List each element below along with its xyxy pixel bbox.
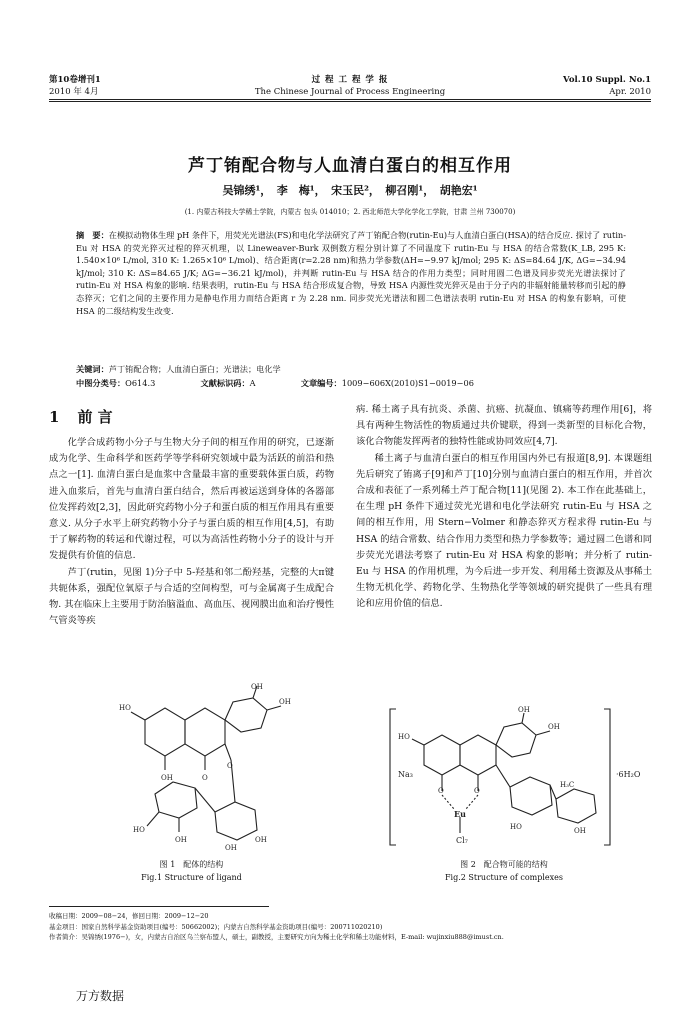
svg-text:O: O [227, 762, 233, 770]
section-number: 1 [49, 408, 60, 426]
classification [76, 377, 626, 389]
svg-text:O: O [202, 774, 208, 782]
header-date-cn: 2010 年 4月 [49, 87, 99, 97]
keywords-text: 芦丁铕配合物；人血清白蛋白；光谱法；电化学 [108, 364, 281, 374]
keywords-label: 关键词： [76, 364, 109, 374]
figure-2-caption-cn: 图 2 配合物可能的结构 [460, 860, 548, 869]
footnote-rule [49, 906, 269, 907]
abstract [76, 229, 626, 317]
watermark: 万方数据 [76, 989, 125, 1003]
fig2-oh-label: OH [518, 706, 530, 714]
header-rule-thin [49, 101, 651, 102]
header-journal-cn: 过 程 工 程 学 报 [311, 75, 389, 85]
header-journal-en: The Chinese Journal of Process Engineering [254, 87, 446, 97]
clc-label: 中图分类号： [76, 378, 126, 388]
figure-2-complex-structure [360, 705, 655, 853]
footnote-funding: 基金项目：国家自然科学基金资助项目(编号：50662002)；内蒙古自然科学基金资助项目(编号：200711020210) [49, 922, 383, 931]
footnote-author: 作者简介：吴锦绣(1976−)，女，内蒙古自治区乌兰察布盟人，硕士，副教授，主要研究方向为稀土化学和稀土功能材料，E-mail: wujinxiu888@imust.cn. [49, 933, 504, 941]
section-heading [49, 406, 113, 427]
fig2-h2o-label: ·6H₂O [616, 770, 641, 779]
section-title: 前 言 [77, 408, 113, 426]
svg-text:HO: HO [119, 704, 131, 712]
header-date-en: Apr. 2010 [609, 87, 651, 97]
fig2-oh-label-2: OH [548, 723, 560, 731]
fig2-oh-label-3: OH [574, 827, 586, 835]
fig2-eu-label: Eu [454, 809, 466, 819]
figure-1-ligand-structure [85, 683, 325, 852]
figure-2-caption [356, 858, 652, 884]
fig2-na-label: Na₃ [398, 770, 413, 779]
paper-title: 芦丁铕配合物与人血清白蛋白的相互作用 [188, 156, 512, 176]
figure-2-caption-en: Fig.2 Structure of complexes [445, 873, 563, 882]
svg-text:OH: OH [175, 836, 187, 844]
intro-paragraph-2: 芦丁(rutin，见图 1)分子中 5-羟基和邻二酚羟基，完整的大π键共轭体系，强配位氧原子与合适的空间构型，可与金属离子生成配合物. 其在临床上主要用于防治脑溢血、高血压、视网膜出血和治疗慢性气管炎等疾 [49, 566, 334, 627]
affiliation: (1. 内蒙古科技大学稀土学院，内蒙古 包头 014010；2. 西北师范大学化学化工学院，甘肃 兰州 730070) [184, 208, 516, 216]
right-column [356, 402, 652, 613]
svg-text:OH: OH [255, 836, 267, 844]
clc-value: O614.3 [125, 378, 156, 388]
article-no-label: 文章编号： [300, 378, 342, 388]
svg-text:OH: OH [279, 698, 291, 706]
header-volume-cn: 第10卷增刊1 [49, 75, 101, 85]
intro-paragraph-4: 稀土离子与血清白蛋白的相互作用国内外已有报道[8,9]. 本课题组先后研究了铕离子[9]和芦丁[10]分别与血清白蛋白的相互作用，并首次合成和表征了一系列稀土芦丁配合物[11](见图 2). 本工作在此基础上，在生理 pH 条件下通过荧光光谱和电化学法研究 rutin-Eu 与 HSA 之间的相互作用，用 Stern−Volmer 和静态猝灭方程求得 rutin-Eu 与 HSA 的结合常数、结合作用力类型和热力学参数等；通过圆二色谱和同步荧光光谱法考察了 rutin-Eu 对 HSA 构象的影响；并分析了 rutin-Eu 与 HSA 的作用机理，为今后进一步开发、利用稀土资源及从事稀土生物无机化学、药物化学、生物热化学等领域的研究提供了一些具有理论和应用价值的信息. [356, 452, 652, 610]
fig2-o-label-2: O [474, 787, 480, 795]
author-list: 吴锦绣¹， 李 梅¹， 宋玉民²， 柳召刚¹， 胡艳宏¹ [222, 184, 478, 197]
figure-1-caption-en: Fig.1 Structure of ligand [141, 873, 242, 882]
abstract-text: 在模拟动物体生理 pH 条件下，用荧光光谱法(FS)和电化学法研究了芦丁铕配合物(rutin-Eu)与人血清白蛋白(HSA)的结合反应. 探讨了 rutin-Eu 对 HSA 的荧光猝灭过程的猝灭机理，以 Lineweaver-Burk 双倒数方程分别计算了不同温度下 rutin-Eu 与 HSA 的结合常数(K_LB, 295 K: 1.540×10⁶ L/mol, 310 K: 1.265×10⁶ L/mol)、结合距离(r=2.28 nm)和热力学参数(ΔH=−9.97 kJ/mol; 295 K: ΔS=84.64 J/K, ΔG=−34.94 kJ/mol; 310 K: ΔS=84.65 J/K; ΔG=−36.21 kJ/mol)，并判断 rutin-Eu 与 HSA 结合的作用力类型；同时用圆二色谱及同步荧光光谱法探讨了 rutin-Eu 对 HSA 构象的影响. 结果表明，rutin-Eu 与 HSA 结合形成复合物，导致 HSA 内源性荧光猝灭是由于分子内的非辐射能量转移而引起的静态猝灭；它们之间的主要作用力是静电作用力而结合距离 r 为 2.28 nm. 同步荧光光谱法和圆二色谱法表明 rutin-Eu 对 HSA 的构象有影响，可使 HSA 的二级结构发生改变. [76, 230, 626, 316]
fig2-ho-label: HO [398, 733, 410, 741]
header-rule [49, 99, 651, 100]
doc-code-value: A [249, 378, 256, 388]
footnote-received: 收稿日期：2009−08−24，修回日期：2009−12−20 [49, 912, 209, 920]
intro-paragraph-3: 病. 稀土离子具有抗炎、杀菌、抗癌、抗凝血、镇痛等药理作用[6]，将具有两种生物活性的物质通过共价键联，得到一类新型的目标化合物，该化合物能发挥两者的独特性能或协同效应[4,7]. [356, 404, 652, 448]
fig2-cl-label: Cl₇ [456, 836, 468, 845]
footnotes [49, 911, 649, 943]
abstract-label: 摘 要： [76, 230, 109, 240]
doc-code-label: 文献标识码： [200, 378, 250, 388]
fig2-h3c-label: H₃C [560, 781, 575, 789]
keywords [76, 363, 626, 375]
fig2-o-label: O [438, 787, 444, 795]
svg-text:OH: OH [161, 774, 173, 782]
figure-1-caption-cn: 图 1 配体的结构 [159, 860, 224, 869]
figure-1-caption [49, 858, 334, 884]
svg-text:OH: OH [225, 844, 237, 852]
svg-text:HO: HO [133, 826, 145, 834]
article-no-value: 1009−606X(2010)S1−0019−06 [341, 378, 474, 388]
header-volume-en: Vol.10 Suppl. No.1 [563, 75, 651, 85]
intro-paragraph-1: 化学合成药物小分子与生物大分子间的相互作用的研究，已逐渐成为化学、生命科学和医药学等学科研究领域中最为活跃的前沿和热点之一[1]. 血清白蛋白是血浆中含量最丰富的重要载体蛋白质，药物进入血浆后，首先与血清白蛋白结合，然后再被运送到身体的各器部位发挥药效[2,3]，因此研究药物小分子和蛋白质的相互作用具有重要意义. 从分子水平上研究药物小分子与蛋白质的相互作用[4,5]，有助于了解药物的转运和代谢过程，可以为高活性药物小分子的设计与开发提供有价值的信息. [49, 437, 334, 562]
fig2-ho-label-2: HO [510, 823, 522, 831]
left-column [49, 435, 334, 629]
svg-text:OH: OH [251, 683, 263, 691]
